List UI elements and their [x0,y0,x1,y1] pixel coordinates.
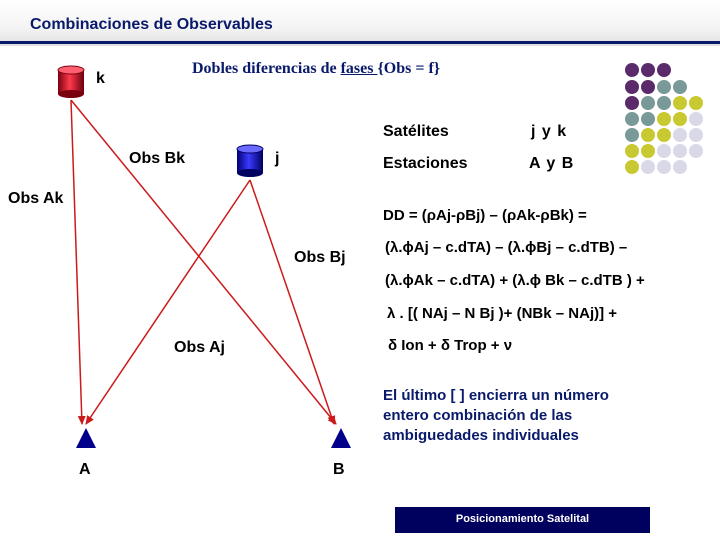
equation-line-1: DD = (ρAj-ρBj) – (ρAk-ρBk) = [383,207,587,224]
decorative-dot-grid [625,63,703,174]
note-line-3: ambiguedades individuales [383,427,579,444]
equation-line-3: (λ.ϕAk – c.dTA) + (λ.ϕ Bk – c.dTB ) + [385,272,645,289]
page-title: Combinaciones de Observables [30,16,273,33]
subtitle-underlined: fases [340,60,378,77]
footer-text: Posicionamiento Satelital [455,513,590,525]
obs-bj-label: Obs Bj [294,249,346,266]
legend-estaciones-value: A y B [529,155,575,172]
note-line-1: El último [ ] encierra un número [383,387,609,404]
signal-line-k-to-a [71,100,82,424]
subtitle-suffix: {Obs = f} [377,60,441,77]
equation-line-2: (λ.ϕAj – c.dTA) – (λ.ϕBj – c.dTB) – [385,239,628,256]
subtitle-prefix: Dobles diferencias de [192,60,341,77]
obs-bk-label: Obs Bk [129,150,186,167]
satellite-j-icon [237,145,263,177]
legend-satelites-label: Satélites [383,123,449,140]
note-block [383,386,609,446]
station-b-icon [331,428,351,448]
obs-ak-label: Obs Ak [8,190,64,207]
satellite-j-label: j [275,150,280,167]
obs-aj-label: Obs Aj [174,339,225,356]
legend-estaciones-label: Estaciones [383,155,468,172]
satellite-k-icon [58,66,84,98]
signal-line-j-to-a [86,180,250,424]
equation-line-4: λ . [( NAj – N Bj )+ (NBk – NAj)] + [387,305,618,322]
legend-satelites-value: j y k [531,123,568,140]
station-a-icon [76,428,96,448]
equation-line-5: δ Ion + δ Trop + ν [388,337,513,354]
diagram-subtitle [192,60,440,78]
station-b-label: B [333,461,345,478]
station-a-label: A [79,461,91,478]
signal-line-j-to-b [250,180,334,424]
note-line-2: entero combinación de las [383,407,573,424]
satellite-k-label: k [96,70,105,87]
